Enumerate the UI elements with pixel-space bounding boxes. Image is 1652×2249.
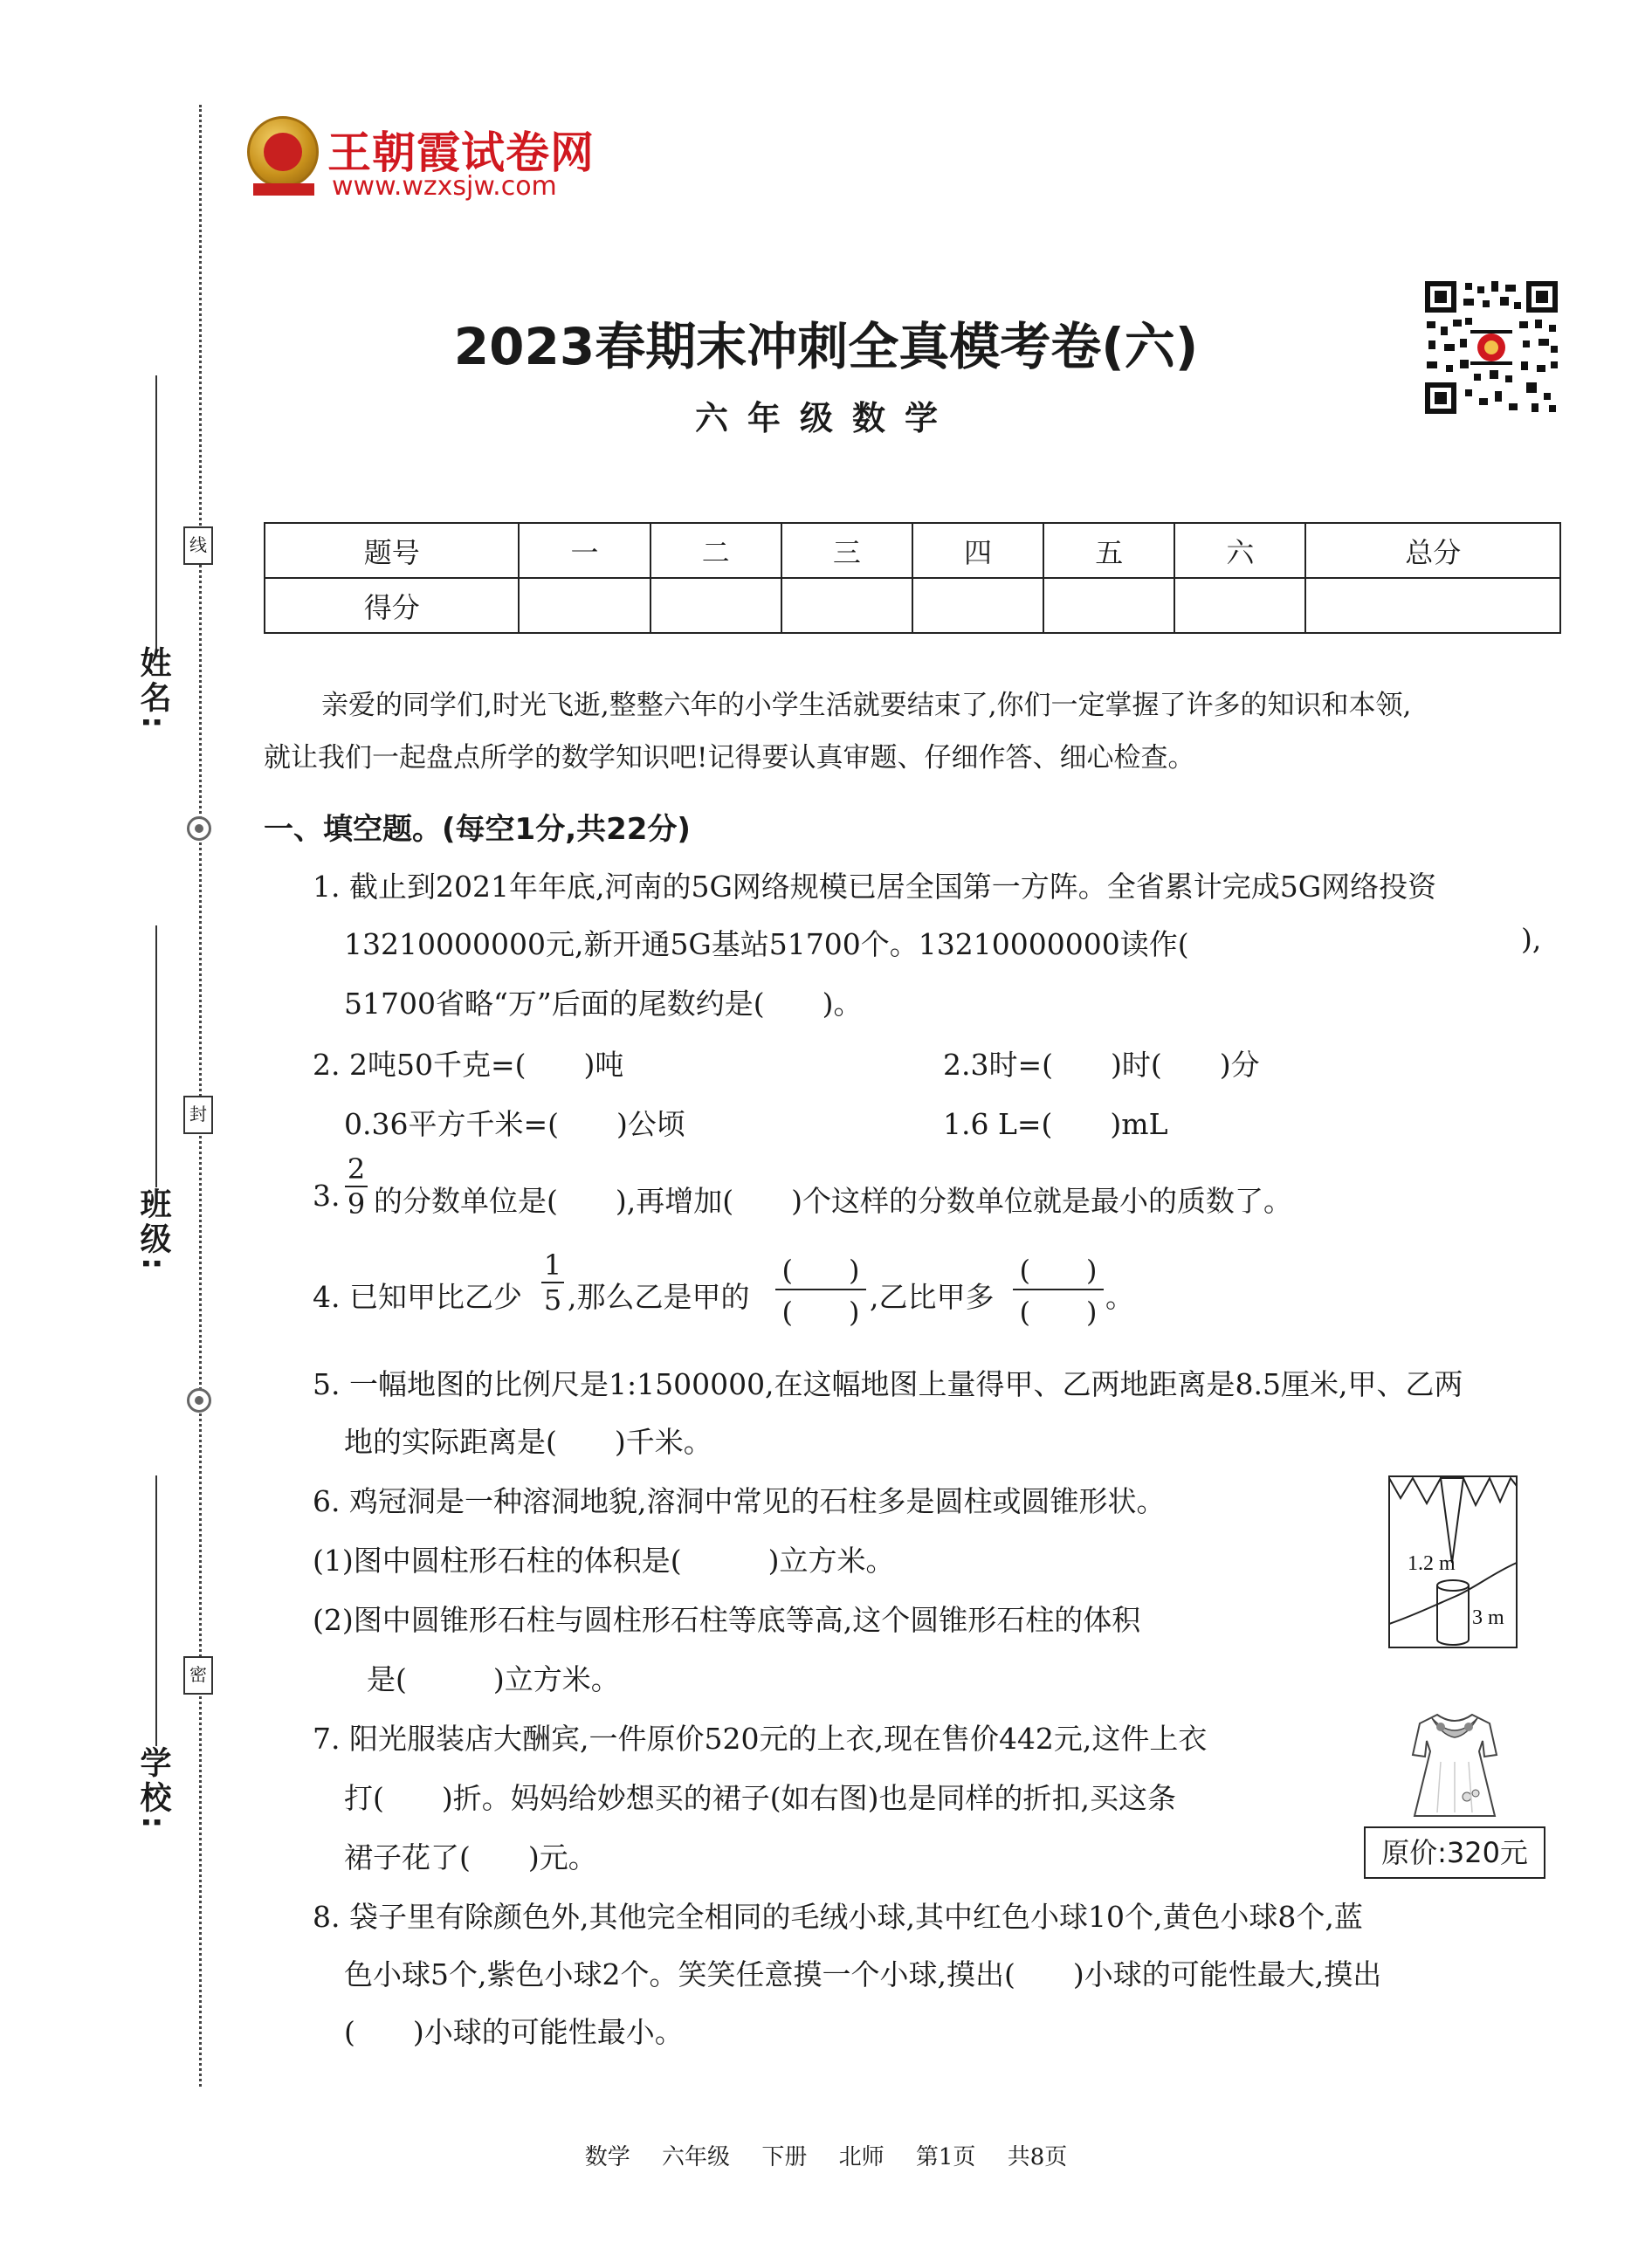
- q4-fraction-given: [541, 1248, 564, 1317]
- q7-line-2: 打( )折。妈妈给妙想买的裙子(如右图)也是同样的折扣,买这条: [344, 1781, 1176, 1815]
- score-cell[interactable]: [1043, 578, 1174, 633]
- q2-item-c: 0.36平方千米=( )公顷: [344, 1107, 685, 1141]
- class-label: 班级:: [135, 1187, 171, 1274]
- intro-line-2: 就让我们一起盘点所学的数学知识吧!记得要认真审题、仔细作答、细心检查。: [264, 742, 1195, 774]
- logo-url[interactable]: www.wzxsjw.com: [332, 171, 557, 202]
- q4-prefix: 4. 已知甲比乙少: [313, 1280, 522, 1314]
- q2-item-b: 2.3时=( )时( )分: [943, 1048, 1260, 1082]
- intro-paragraph: [264, 679, 1563, 784]
- seal-mark-secret: 密: [183, 1656, 213, 1695]
- diameter-label: 1.2 m: [1408, 1552, 1456, 1575]
- score-table-score-row: [265, 578, 1560, 633]
- score-cell[interactable]: [781, 578, 912, 633]
- q2-item-d: 1.6 L=( )mL: [943, 1107, 1168, 1141]
- table-header-cell: 三: [781, 523, 912, 578]
- score-cell[interactable]: [1305, 578, 1560, 633]
- footer-page-number: 第1页: [915, 2144, 976, 2170]
- table-header-cell: 六: [1174, 523, 1305, 578]
- q1-line-2: 13210000000元,新开通5G基站51700个。13210000000读作(: [344, 927, 1189, 961]
- school-label: 学校:: [135, 1746, 171, 1833]
- page-subtitle: 六年级数学: [694, 399, 957, 437]
- table-header-cell: 一: [519, 523, 650, 578]
- fraction-denominator: 5: [541, 1282, 564, 1317]
- q6-line-3: (2)图中圆锥形石柱与圆柱形石柱等底等高,这个圆锥形石柱的体积: [313, 1603, 1141, 1637]
- name-label: 姓名:: [135, 646, 171, 732]
- footer-volume: 下册: [761, 2144, 808, 2170]
- intro-line-1: 亲爱的同学们,时光飞逝,整整六年的小学生活就要结束了,你们一定掌握了许多的知识和本领,: [321, 690, 1412, 721]
- logo-emblem-icon: [247, 116, 319, 188]
- score-table: [264, 522, 1561, 634]
- class-write-line[interactable]: [155, 925, 157, 1187]
- dress-icon: [1406, 1709, 1504, 1821]
- q3-fraction: [345, 1152, 368, 1221]
- score-cell[interactable]: [912, 578, 1043, 633]
- logo-title: 王朝霞试卷网: [327, 127, 595, 178]
- q6-line-4: 是( )立方米。: [367, 1662, 620, 1696]
- q5-line-2: 地的实际距离是( )千米。: [344, 1425, 712, 1459]
- footer-grade: 六年级: [662, 2144, 731, 2170]
- fraction-denominator: 9: [345, 1186, 368, 1221]
- score-row-label: 得分: [265, 578, 519, 633]
- q8-line-1: 8. 袋子里有除颜色外,其他完全相同的毛绒小球,其中红色小球10个,黄色小球8个,蓝: [313, 1900, 1363, 1934]
- q4-mid2: ,乙比甲多: [870, 1280, 995, 1314]
- q5-line-1: 5. 一幅地图的比例尺是1:1500000,在这幅地图上量得甲、乙两地距离是8.5厘米,甲、乙两: [313, 1367, 1463, 1401]
- table-header-cell: 二: [650, 523, 781, 578]
- dress-price-tag: 原价:320元: [1364, 1826, 1545, 1879]
- q2-item-a: 2. 2吨50千克=( )吨: [313, 1048, 624, 1082]
- score-table-header-row: [265, 523, 1560, 578]
- table-header-cell: 五: [1043, 523, 1174, 578]
- fraction-blank-denominator[interactable]: ( ): [1013, 1289, 1104, 1331]
- q6-line-1: 6. 鸡冠洞是一种溶洞地貌,溶洞中常见的石柱多是圆柱或圆锥形状。: [313, 1484, 1166, 1518]
- logo-ribbon: [253, 183, 314, 196]
- q1-line-2-end: ),: [1521, 922, 1542, 956]
- footer-total-pages: 共8页: [1007, 2144, 1068, 2170]
- fraction-numerator: 2: [347, 1152, 366, 1186]
- page-title: 2023春期末冲刺全真模考卷(六): [453, 317, 1199, 376]
- footer-subject: 数学: [584, 2144, 630, 2170]
- score-cell[interactable]: [650, 578, 781, 633]
- fraction-blank-numerator[interactable]: ( ): [781, 1254, 860, 1287]
- footer-edition: 北师: [838, 2144, 885, 2170]
- q1-line-3: 51700省略“万”后面的尾数约是( )。: [344, 987, 863, 1021]
- q4-mid: ,那么乙是甲的: [568, 1280, 750, 1314]
- q1-line-1: 1. 截止到2021年年底,河南的5G网络规模已居全国第一方阵。全省累计完成5G网络投资: [313, 870, 1437, 904]
- page-footer: [0, 2139, 1652, 2171]
- q6-line-2: (1)图中圆柱形石柱的体积是( )立方米。: [313, 1544, 895, 1578]
- fraction-blank-denominator[interactable]: ( ): [775, 1289, 866, 1331]
- table-header-cell: 总分: [1305, 523, 1560, 578]
- q4-fraction-blank-1[interactable]: [775, 1248, 866, 1331]
- qr-code-icon[interactable]: [1421, 278, 1561, 417]
- q3-text: 的分数单位是( ),再增加( )个这样的分数单位就是最小的质数了。: [374, 1184, 1292, 1218]
- table-header-cell: 题号: [265, 523, 519, 578]
- q3-prefix: 3.: [313, 1179, 341, 1213]
- swirl-icon: [187, 1388, 211, 1413]
- q7-line-3: 裙子花了( )元。: [344, 1840, 597, 1874]
- fraction-numerator: 1: [543, 1248, 562, 1282]
- seal-mark-line: 线: [183, 526, 213, 565]
- height-label: 3 m: [1472, 1606, 1504, 1629]
- cave-pillar-figure: [1388, 1475, 1518, 1650]
- q8-line-2: 色小球5个,紫色小球2个。笑笑任意摸一个小球,摸出( )小球的可能性最大,摸出: [344, 1957, 1382, 1991]
- q8-line-3: ( )小球的可能性最小。: [344, 2015, 684, 2049]
- school-write-line[interactable]: [155, 1475, 157, 1746]
- q4-end: 。: [1105, 1280, 1134, 1314]
- table-header-cell: 四: [912, 523, 1043, 578]
- q7-line-1: 7. 阳光服装店大酬宾,一件原价520元的上衣,现在售价442元,这件上衣: [313, 1722, 1208, 1756]
- fraction-blank-numerator[interactable]: ( ): [1019, 1254, 1098, 1287]
- q4-fraction-blank-2[interactable]: [1013, 1248, 1104, 1331]
- seal-mark-seal: 封: [183, 1096, 213, 1134]
- score-cell[interactable]: [519, 578, 650, 633]
- swirl-icon: [187, 816, 211, 841]
- section-1-title: 一、填空题。(每空1分,共22分): [264, 812, 691, 847]
- score-cell[interactable]: [1174, 578, 1305, 633]
